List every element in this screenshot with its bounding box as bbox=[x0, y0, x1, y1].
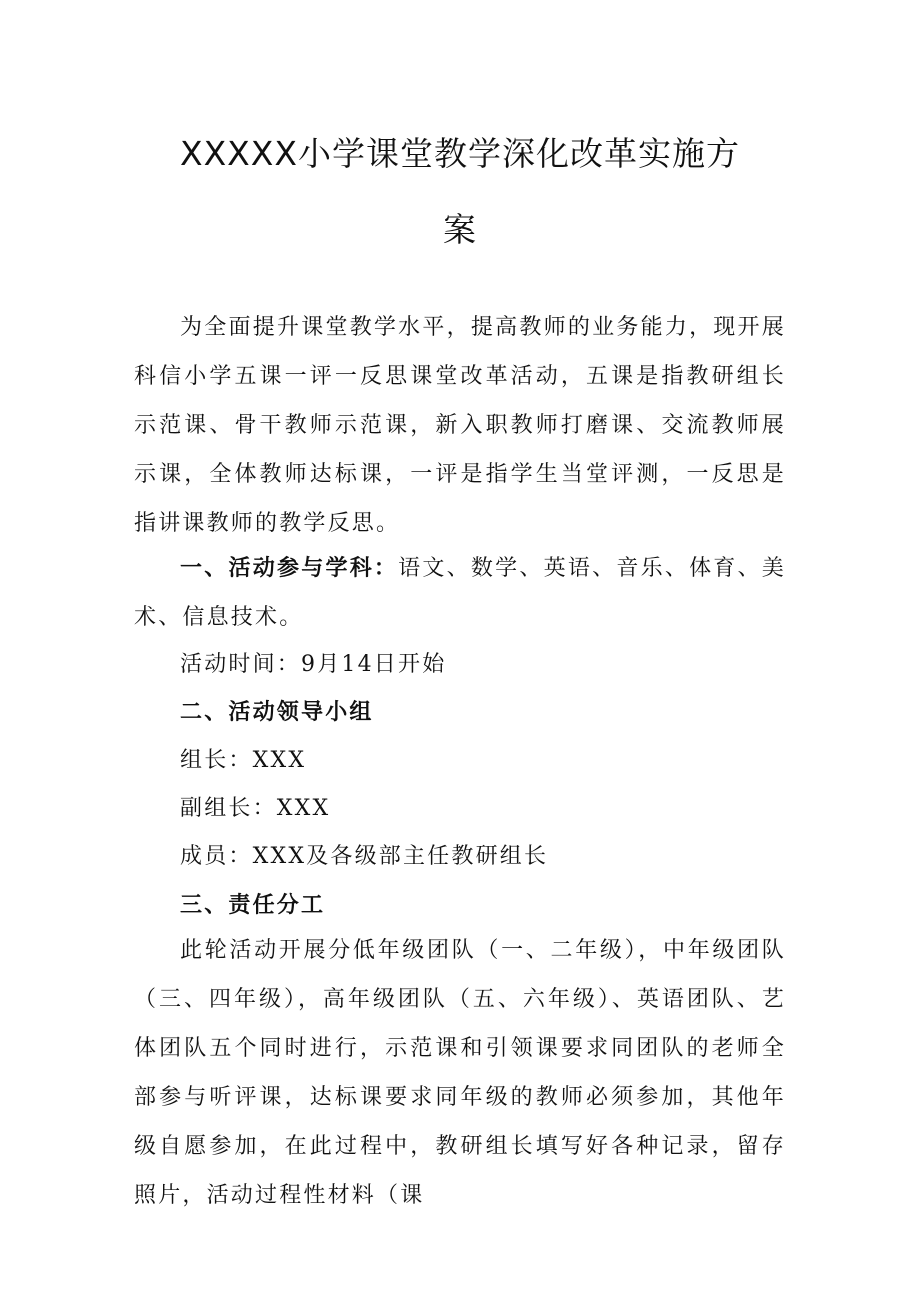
section3-paragraph: 此轮活动开展分低年级团队（一、二年级），中年级团队（三、四年级），高年级团队（五、六年级）、英语团队、艺体团队五个同时进行，示范课和引领课要求同团队的老师全部参与听评课，达标课要求同年级的教师必须参加，其他年级自愿参加，在此过程中，教研组长填写好各种记录，留存照片，活动过程性材料（课 bbox=[134, 938, 786, 1208]
activity-time: 活动时间：9月14日开始 bbox=[180, 652, 447, 677]
section2-heading: 二、活动领导小组 bbox=[180, 700, 374, 725]
section3-heading: 三、责任分工 bbox=[180, 893, 326, 918]
document-title-line2: 案 bbox=[443, 210, 477, 249]
leader-line: 组长：XXX bbox=[180, 748, 307, 773]
section1-paragraph bbox=[134, 544, 786, 642]
intro-paragraph: 为全面提升课堂教学水平，提高教师的业务能力，现开展科信小学五课一评一反思课堂改革活动，五课是指教研组长示范课、骨干教师示范课，新入职教师打磨课、交流教师展示课，全体教师达标课，一评是指学生当堂评测，一反思是指讲课教师的教学反思。 bbox=[134, 315, 786, 536]
section1-heading: 一、活动参与学科： bbox=[180, 556, 399, 581]
vice-leader-line: 副组长：XXX bbox=[180, 796, 331, 821]
members-line: 成员：XXX及各级部主任教研组长 bbox=[180, 844, 549, 869]
section1-body: 语文、数学、英语、音乐、体育、美术、信息技术。 bbox=[134, 556, 786, 630]
document-title-line1: XXXXX小学课堂教学深化改革实施方 bbox=[179, 134, 741, 173]
